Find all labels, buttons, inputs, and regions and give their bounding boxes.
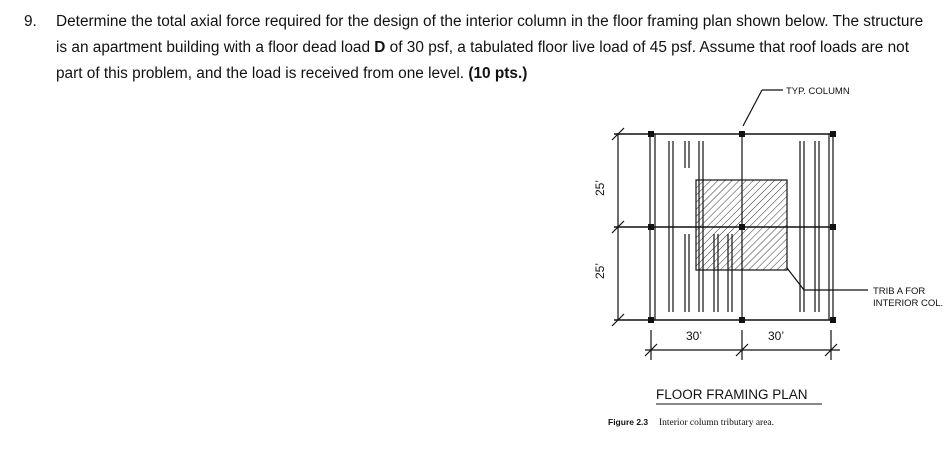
girders [614, 134, 836, 320]
column [830, 131, 836, 137]
column [739, 317, 745, 323]
trib-label-line2: INTERIOR COL. [873, 298, 944, 309]
trib-label-line1: TRIB A FOR [873, 286, 926, 297]
caption-label: Figure 2.3 [608, 417, 649, 427]
column [739, 131, 745, 137]
dim-left-bottom: 25’ [593, 262, 607, 280]
column [648, 317, 654, 323]
problem-text-part2: of 30 psf, a tabulated floor live load of 45 psf. Assume that roof loads are not part of this problem, and the load is received from one level. [56, 39, 910, 82]
problem-points: (10 pts.) [468, 65, 528, 82]
column [830, 317, 836, 323]
column [648, 131, 654, 137]
dim-left-top: 25’ [593, 179, 607, 197]
typ-column-leader [743, 90, 783, 126]
problem-text-part1: Determine the total axial force required for the design of the interior column in the floor framing plan shown below. The structure is an apartment building with a floor dead load [56, 13, 924, 56]
trib-area-leader [787, 268, 868, 290]
column [830, 224, 836, 230]
dim-bottom-right: 30’ [767, 329, 785, 343]
typ-column-label: TYP. COLUMN [786, 86, 850, 97]
problem-number: 9. [24, 13, 37, 30]
column [648, 224, 654, 230]
interior-column [739, 224, 745, 230]
dim-bottom-left: 30’ [685, 329, 703, 343]
plan-title: FLOOR FRAMING PLAN [656, 387, 808, 402]
bottom-dimension-line [645, 330, 840, 360]
caption-text: Interior column tributary area. [659, 418, 775, 428]
dead-load-symbol: D [374, 39, 386, 56]
